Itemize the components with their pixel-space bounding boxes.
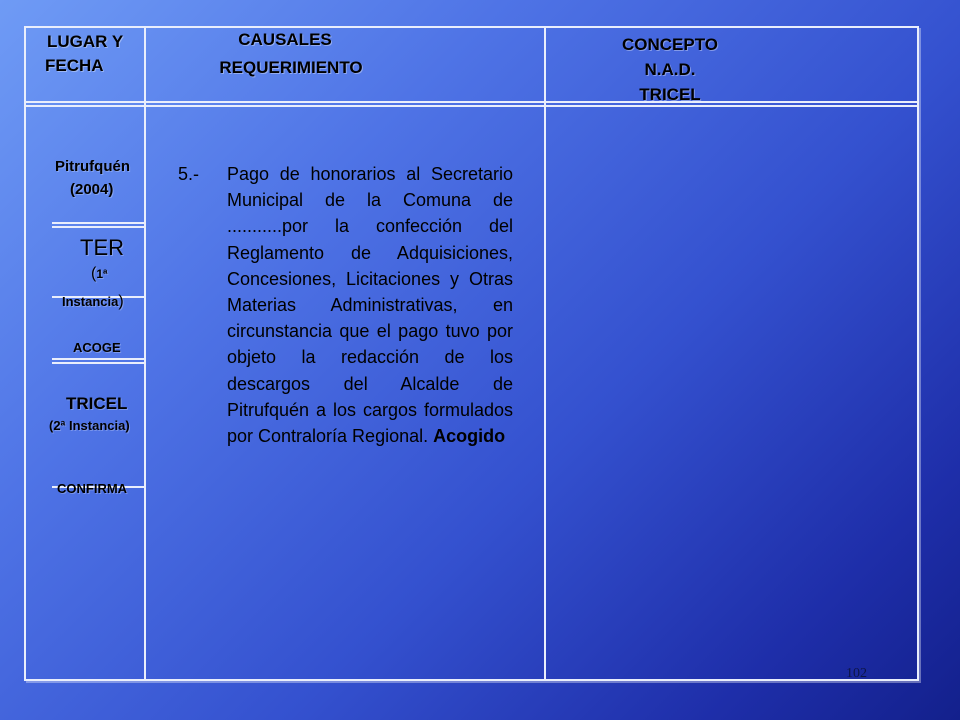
- instance-word: Instancia: [62, 294, 119, 309]
- instance-num: 1ª: [96, 267, 108, 281]
- year-label: (2004): [70, 181, 114, 198]
- header-bottom-border: [24, 101, 919, 103]
- court2-result: CONFIRMA: [57, 481, 128, 496]
- item-text: [227, 161, 513, 449]
- item-result: Acogido: [433, 426, 506, 447]
- header-causales-line2: REQUERIMIENTO: [219, 58, 363, 77]
- header-causales-line1: CAUSALES: [238, 30, 332, 49]
- header-bottom-border-2: [24, 105, 919, 107]
- left-separator-1b: [52, 226, 144, 228]
- header-fecha: FECHA: [45, 56, 104, 75]
- header-concepto: [590, 32, 750, 107]
- column-divider-2: [544, 26, 546, 681]
- header-concepto-line1: CONCEPTO: [621, 35, 719, 54]
- left-separator-3: [52, 358, 144, 360]
- left-separator-3b: [52, 362, 144, 364]
- column-divider-1: [144, 26, 146, 681]
- place-label: Pitrufquén: [55, 158, 130, 175]
- court1-result: ACOGE: [73, 340, 121, 355]
- court1-label: TER: [80, 235, 124, 260]
- court1-instance-word: [62, 293, 124, 311]
- court2-label: TRICEL: [66, 394, 128, 413]
- header-concepto-line2: N.A.D.: [644, 60, 696, 79]
- court2-instance: (2ª Instancia): [49, 418, 130, 433]
- paren-close: ): [118, 293, 124, 310]
- item-description: Pago de honorarios al Secretario Municipal de la Comuna de ...........por la confección del Reglamento de Adquisiciones, Concesiones, Licitaciones y Otras Materias Administrativas, en circunstancia que el pago tuvo por objeto la redacción de los descargos del Alcalde de Pitrufquén a los cargos formulados por Contraloría Regional.: [227, 164, 513, 447]
- header-lugar: LUGAR Y: [47, 32, 124, 51]
- header-lugar-fecha: [47, 30, 123, 78]
- court1-instance-num: [91, 265, 107, 283]
- page-number: 102: [846, 666, 867, 681]
- header-concepto-line3: TRICEL: [639, 85, 701, 104]
- left-separator-1: [52, 222, 144, 224]
- item-number: 5.-: [178, 164, 200, 184]
- header-causales: [196, 28, 386, 80]
- paren-open: (: [91, 265, 97, 282]
